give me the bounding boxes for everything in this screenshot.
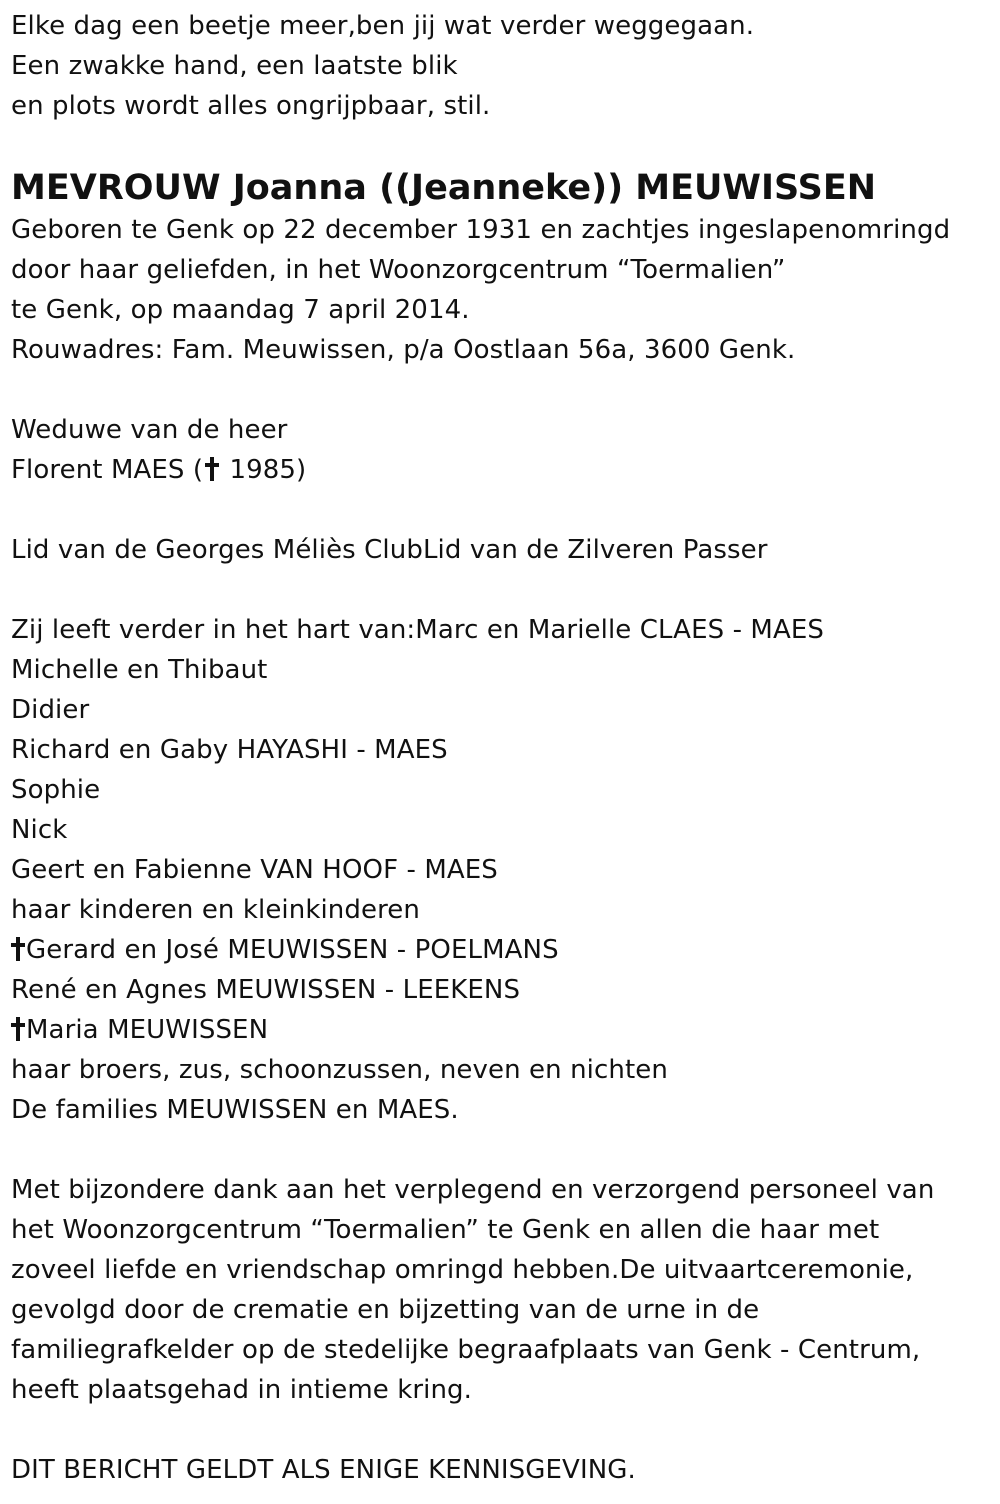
thanks-paragraph bbox=[11, 1170, 991, 1410]
spacer bbox=[11, 490, 991, 530]
sibling-name: Maria MEUWISSEN bbox=[26, 1015, 269, 1045]
family-section bbox=[11, 610, 991, 1130]
relatives-line: haar broers, zus, schoonzussen, neven en nichten bbox=[11, 1055, 668, 1085]
details-line: Geboren te Genk op 22 december 1931 en zachtjes ingeslapenomringd bbox=[11, 215, 951, 245]
thanks-line: zoveel liefde en vriendschap omringd hebben.De uitvaartceremonie, bbox=[11, 1255, 914, 1285]
family-intro: Zij leeft verder in het hart van:Marc en Marielle CLAES - MAES bbox=[11, 615, 824, 645]
latin-cross-icon bbox=[11, 935, 25, 961]
sibling-line bbox=[11, 1010, 991, 1050]
details-line: te Genk, op maandag 7 april 2014. bbox=[11, 295, 470, 325]
late-husband-line bbox=[11, 450, 991, 490]
thanks-line: het Woonzorgcentrum “Toermalien” te Genk en allen die haar met bbox=[11, 1215, 880, 1245]
spacer bbox=[11, 570, 991, 610]
poem-line: Een zwakke hand, een laatste blik bbox=[11, 51, 458, 81]
sibling-line: René en Agnes MEUWISSEN - LEEKENS bbox=[11, 975, 521, 1005]
thanks-line: familiegrafkelder op de stedelijke begraafplaats van Genk - Centrum, bbox=[11, 1335, 921, 1365]
obituary-document bbox=[11, 6, 991, 1490]
latin-cross-icon bbox=[205, 455, 219, 481]
thanks-line: heeft plaatsgehad in intieme kring. bbox=[11, 1375, 473, 1405]
family-member: Nick bbox=[11, 815, 68, 845]
spacer bbox=[11, 1410, 991, 1450]
membership-line: Lid van de Georges Méliès ClubLid van de Zilveren Passer bbox=[11, 535, 768, 565]
poem-line: en plots wordt alles ongrijpbaar, stil. bbox=[11, 91, 491, 121]
family-member: Michelle en Thibaut bbox=[11, 655, 268, 685]
family-member: Richard en Gaby HAYASHI - MAES bbox=[11, 735, 448, 765]
thanks-line: Met bijzondere dank aan het verplegend en verzorgend personeel van bbox=[11, 1175, 935, 1205]
latin-cross-icon bbox=[11, 1015, 25, 1041]
poem-line: Elke dag een beetje meer,ben jij wat verder weggegaan. bbox=[11, 11, 755, 41]
details-line: door haar geliefden, in het Woonzorgcentrum “Toermalien” bbox=[11, 255, 786, 285]
spacer bbox=[11, 1130, 991, 1170]
notice-line: DIT BERICHT GELDT ALS ENIGE KENNISGEVING. bbox=[11, 1455, 636, 1485]
family-member: Sophie bbox=[11, 775, 101, 805]
late-husband-name: Florent MAES ( bbox=[11, 455, 204, 485]
family-member: haar kinderen en kleinkinderen bbox=[11, 895, 420, 925]
sibling-line bbox=[11, 930, 991, 970]
widow-section bbox=[11, 410, 991, 490]
mourning-address: Rouwadres: Fam. Meuwissen, p/a Oostlaan 56a, 3600 Genk. bbox=[11, 335, 796, 365]
poem bbox=[11, 6, 991, 126]
late-husband-year: 1985) bbox=[221, 455, 307, 485]
families-line: De families MEUWISSEN en MAES. bbox=[11, 1095, 459, 1125]
sibling-name: Gerard en José MEUWISSEN - POELMANS bbox=[26, 935, 559, 965]
birth-death-details bbox=[11, 210, 991, 370]
family-member: Didier bbox=[11, 695, 90, 725]
family-member: Geert en Fabienne VAN HOOF - MAES bbox=[11, 855, 498, 885]
deceased-name-title: MEVROUW Joanna ((Jeanneke)) MEUWISSEN bbox=[11, 168, 877, 208]
widow-line: Weduwe van de heer bbox=[11, 415, 288, 445]
thanks-line: gevolgd door de crematie en bijzetting van de urne in de bbox=[11, 1295, 760, 1325]
spacer bbox=[11, 370, 991, 410]
